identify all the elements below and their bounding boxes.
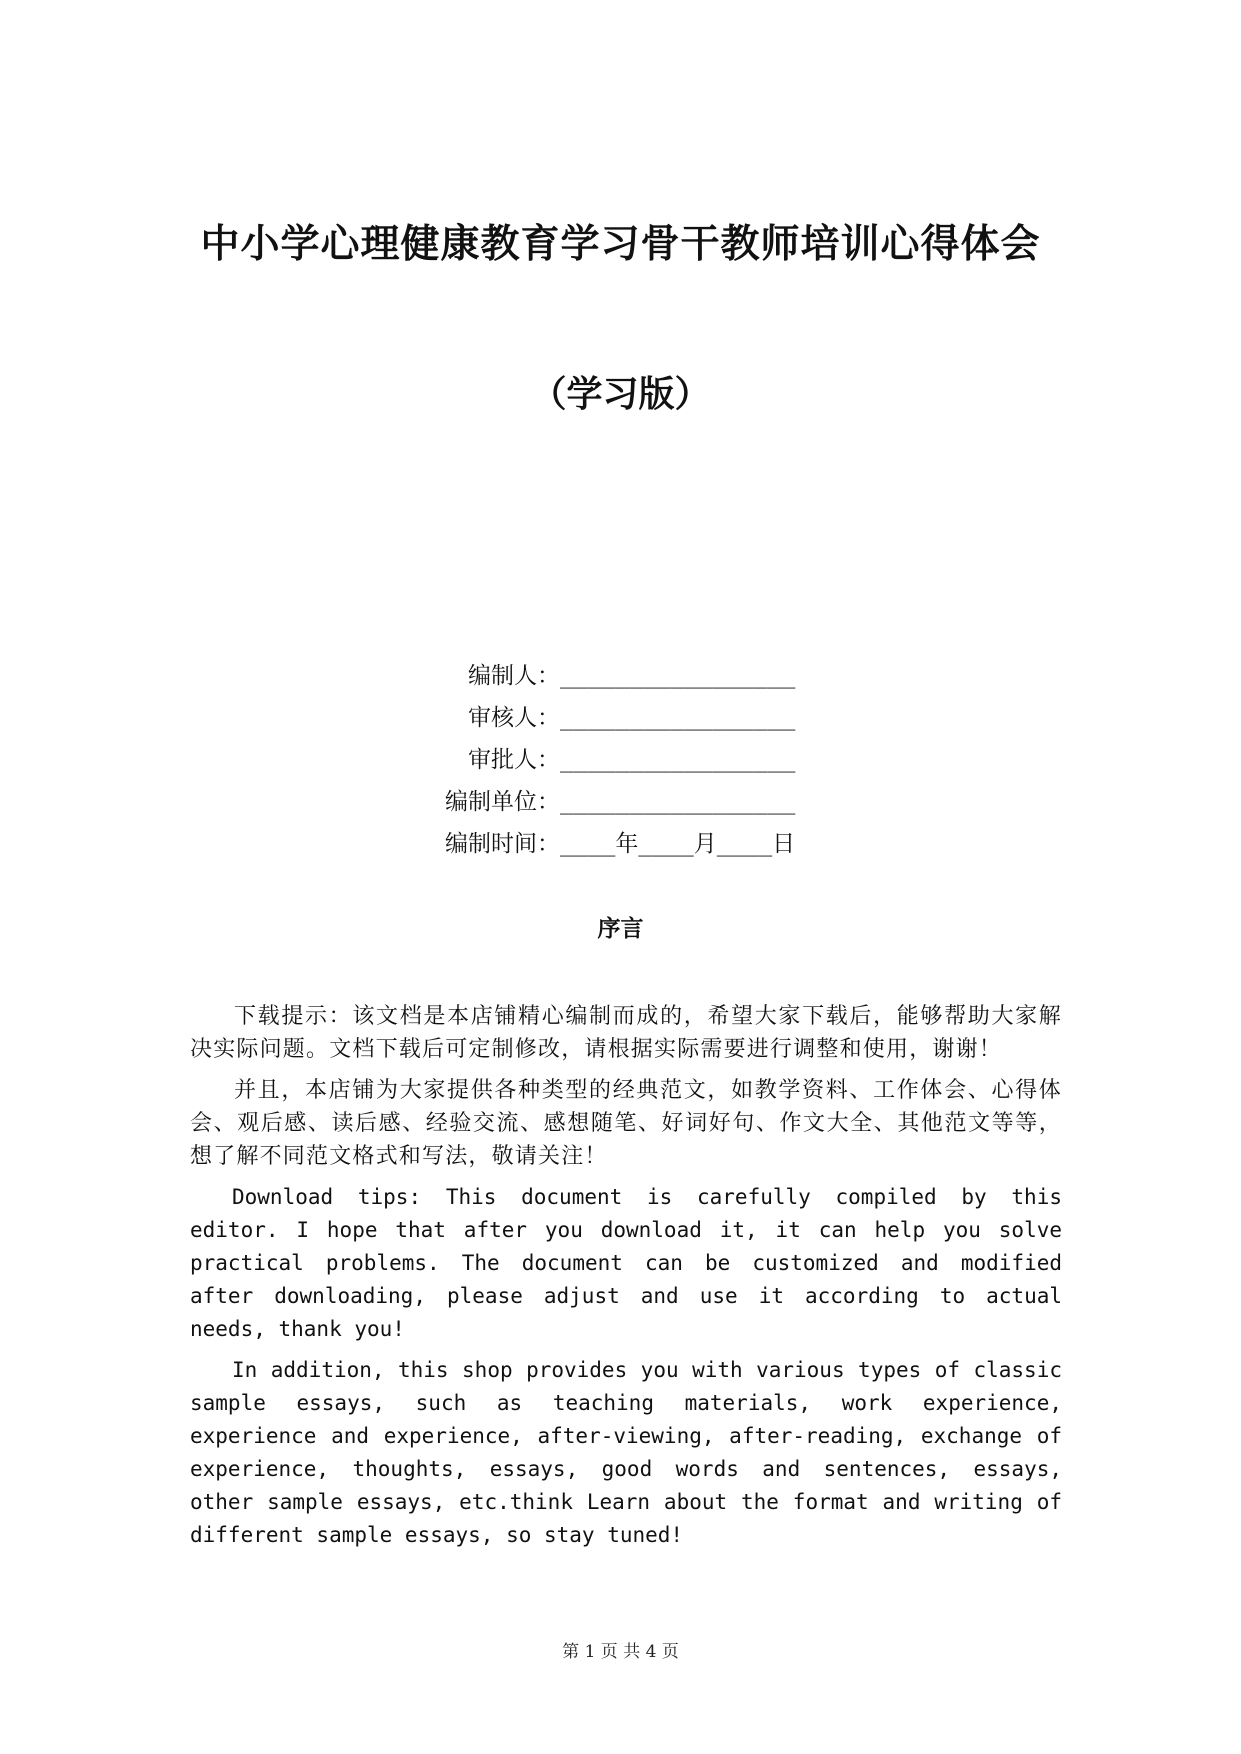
paragraph: 并且，本店铺为大家提供各种类型的经典范文，如教学资料、工作体会、心得体会、观后感、读后感、经验交流、感想随笔、好词好句、作文大全、其他范文等等，想了解不同范文格式和写法，敬请关注！ [190, 1078, 1062, 1169]
page-footer: 第 1 页 共 4 页 [562, 1642, 679, 1662]
document-subtitle: （学习版） [530, 374, 711, 415]
preface-body [190, 1000, 1062, 1560]
paragraph: 下载提示：该文档是本店铺精心编制而成的，希望大家下载后，能够帮助大家解决实际问题。文档下载后可定制修改，请根据实际需要进行调整和使用，谢谢！ [190, 1004, 1062, 1062]
field-blank: _________________ [560, 663, 796, 689]
field-blank: _________________ [560, 747, 796, 773]
field-blank: _________________ [560, 705, 796, 731]
preface-heading: 序言 [597, 916, 644, 942]
field-label: 编制人： [468, 663, 560, 689]
paragraph: In addition, this shop provides you with various types of classic sample essays, such as teaching materials, work experience, experience and experience, after-viewing, after-reading, exchange of experience, thoughts, essays, good words and sentences, essays, other sample essays, etc.think Learn about the format and writing of different sample essays, so stay tuned! [190, 1358, 1062, 1547]
field-blank: ____年____月____日 [560, 831, 796, 857]
field-row-reviewer [0, 697, 1241, 739]
paragraph: Download tips: This document is carefully compiled by this editor. I hope that after you download it, it can help you solve practical problems. The document can be customized and modified after downloading, please adjust and use it according to actual needs, thank you! [190, 1185, 1062, 1341]
document-title: 中小学心理健康教育学习骨干教师培训心得体会 [200, 222, 1041, 267]
field-row-unit [0, 781, 1241, 823]
field-label: 编制单位： [445, 789, 560, 815]
field-label: 审核人： [468, 705, 560, 731]
field-blank: _________________ [560, 789, 796, 815]
signature-fields [0, 655, 1241, 865]
field-label: 审批人： [468, 747, 560, 773]
field-label: 编制时间： [445, 831, 560, 857]
field-row-compiler [0, 655, 1241, 697]
field-row-approver [0, 739, 1241, 781]
field-row-date [0, 823, 1241, 865]
